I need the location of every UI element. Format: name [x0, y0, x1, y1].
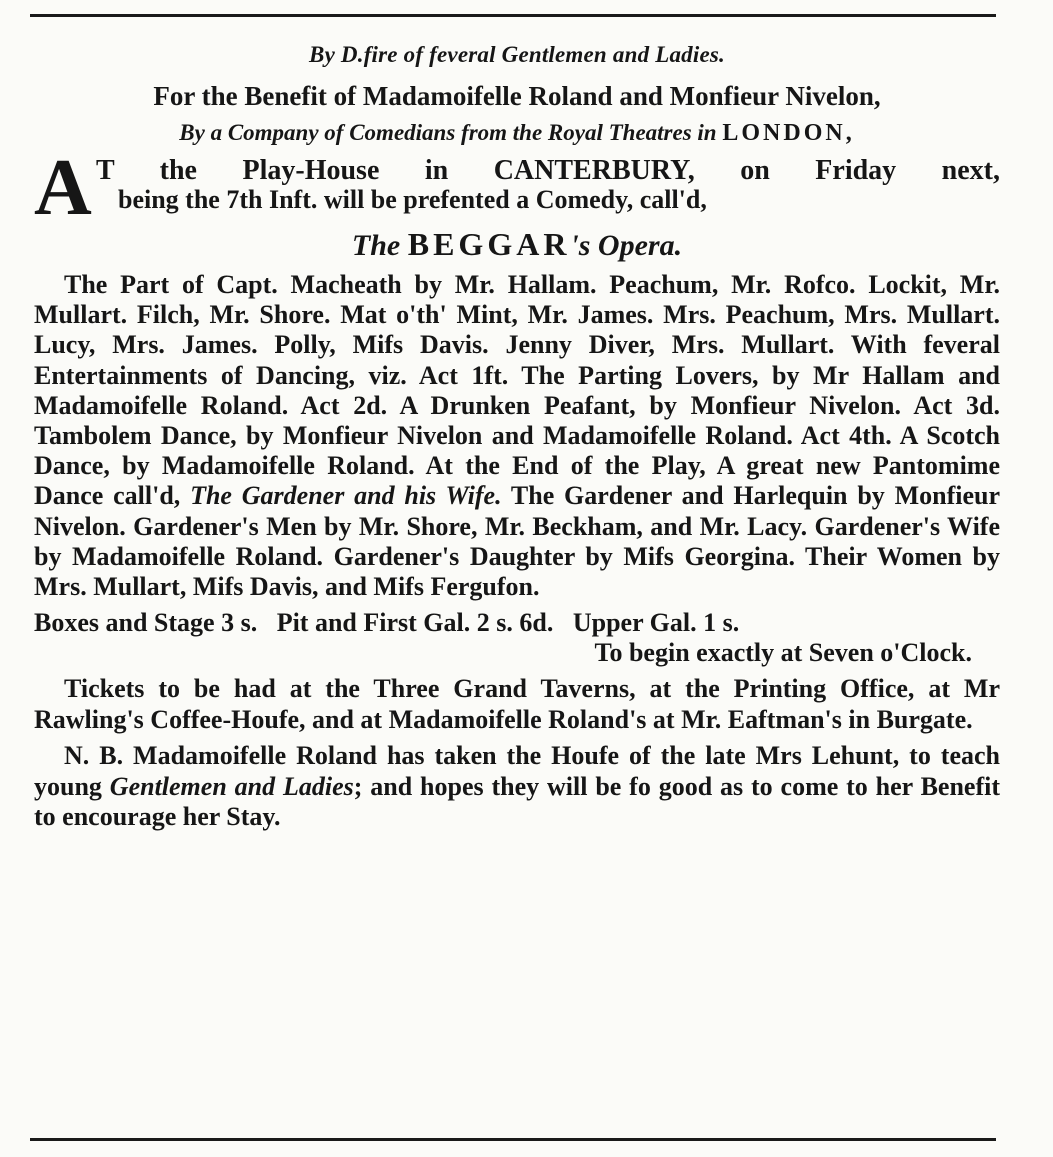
advertisement-column	[34, 40, 1000, 833]
nota-bene-paragraph	[34, 741, 1000, 833]
top-rule	[30, 14, 996, 17]
drop-cap: A	[34, 144, 92, 232]
cast-text: The Part of Capt. Macheath by Mr. Hallam. Peachum, Mr. Rofco. Lockit, Mr. Mullart. Filch, Mr. Shore. Mat o'th' Mint, Mr. James. Mrs. Peachum, Mrs. Mullart. Lucy, Mrs. James. Polly, Mifs Davis. Jenny Diver, Mrs. Mullart. With feveral Entertainments of Dancing, viz. Act 1ft. The Parting Lovers, by Mr Hallam and Madamoifelle Roland. Act 2d. A Drunken Peafant, by Monfieur Nivelon. Act 3d. Tambolem Dance, by Monfieur Nivelon and Madamoifelle Roland. Act 4th. A Scotch Dance, by Madamoifelle Roland. At the End of the Play, A great new Pantomime Dance call'd,	[34, 270, 1000, 511]
opening-line-1: T the Play-House in CANTERBURY, on Friday next,	[96, 155, 1000, 186]
company-city: LONDON,	[722, 120, 855, 146]
company-line	[34, 118, 1000, 148]
opening-line-2: being the 7th Inft. will be prefented a Comedy, call'd,	[118, 185, 707, 214]
admission-prices: Boxes and Stage 3 s. Pit and First Gal. 2 s. 6d. Upper Gal. 1 s.	[34, 608, 740, 638]
play-title	[34, 224, 1000, 266]
desire-line: By D.fire of feveral Gentlemen and Ladies.	[309, 42, 725, 67]
begin-time: To begin exactly at Seven o'Clock.	[594, 638, 972, 668]
nb-emphasis: Gentlemen and Ladies	[109, 771, 354, 801]
play-title-beggar: BEGGAR	[407, 226, 571, 262]
nb-text: N. B. Madamoifelle Roland has taken the Houfe of the late Mrs Lehunt, to teach young	[34, 741, 1000, 801]
play-title-the: The	[351, 229, 401, 262]
cast-text-2: The Gardener and Harlequin by Monfieur Nivelon. Gardener's Men by Mr. Shore, Mr. Beckham, and Mr. Lacy. Gardener's Wife by Madamoifelle Roland. Gardener's Daughter by Mifs Georgina. Their Women by Mrs. Mullart, Mifs Davis, and Mifs Fergufon.	[34, 481, 1000, 602]
cast-paragraph	[34, 270, 1000, 602]
tickets-paragraph: Tickets to be had at the Three Grand Taverns, at the Printing Office, at Mr Rawling's Coffee-Houfe, and at Madamoifelle Roland's at Mr. Eaftman's in Burgate.	[34, 674, 1000, 734]
play-title-opera: 's Opera.	[570, 229, 683, 262]
benefit-line: For the Benefit of Madamoifelle Roland and Monfieur Nivelon,	[153, 81, 881, 111]
company-line-text: By a Company of Comedians from the Royal Theatres in	[179, 120, 723, 145]
bottom-rule	[30, 1138, 996, 1141]
opening-announcement	[34, 144, 1000, 232]
pantomime-title: The Gardener and his Wife.	[190, 481, 502, 511]
nb-text-end: ; and hopes they will be fo good as to come to her Benefit to encourage her Stay.	[34, 771, 1001, 832]
